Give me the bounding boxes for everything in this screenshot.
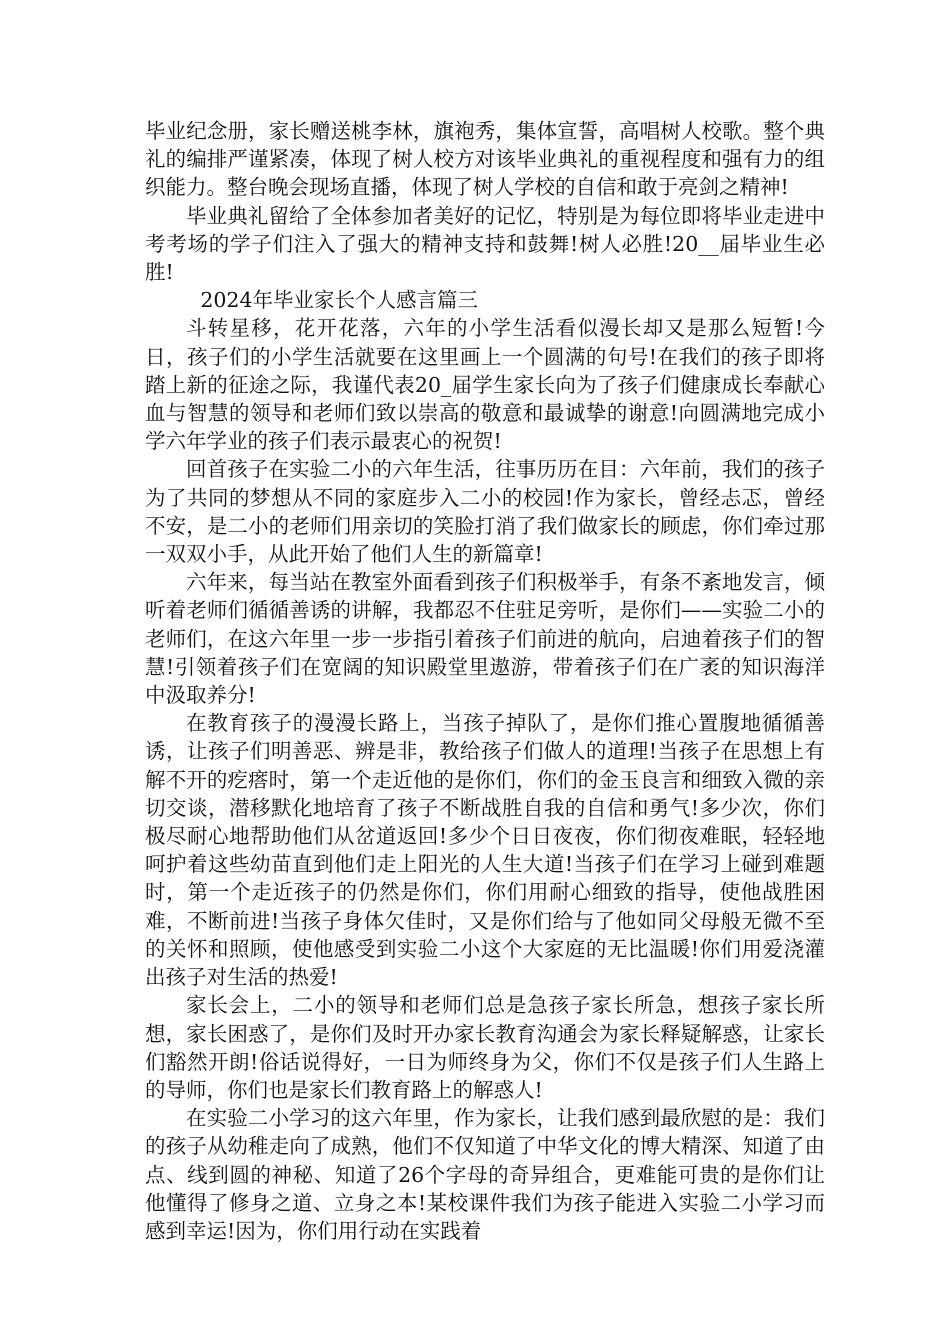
section-heading: 2024年毕业家长个人感言篇三 — [200, 288, 479, 313]
paragraph-parent-meeting: 家长会上，二小的领导和老师们总是急孩子家长所急，想孩子家长所想，家长困惑了，是你们及时开办家长教育沟通会为家长释疑解惑，让家长们豁然开朗!俗话说得好，一日为师终身为父，你们不仅是孩子们人生路上的导师，你们也是家长们教育路上的解惑人! — [145, 993, 825, 1102]
paragraph-six-years: 六年来，每当站在教室外面看到孩子们积极举手，有条不紊地发言，倾听着老师们循循善诱的讲解，我都忍不住驻足旁听，是你们——实验二小的老师们，在这六年里一步一步指引着孩子们前进的航向，启迪着孩子们的智慧!引领着孩子们在宽阔的知识殿堂里遨游，带着孩子们在广袤的知识海洋中汲取养分! — [145, 570, 825, 708]
paragraph-education-road: 在教育孩子的漫漫长路上，当孩子掉队了，是你们推心置腹地循循善诱，让孩子们明善恶、辨是非，教给孩子们做人的道理!当孩子在思想上有解不开的疙瘩时，第一个走近他的是你们，你们的金玉良言和细致入微的亲切交谈，潜移默化地培育了孩子不断战胜自我的自信和勇气!多少次，你们极尽耐心地帮助他们从岔道返回!多少个日日夜夜，你们彻夜难眠，轻轻地呵护着这些幼苗直到他们走上阳光的人生大道!当孩子们在学习上碰到难题时，第一个走近孩子的仍然是你们，你们用耐心细致的指导，使他战胜困难，不断前进!当孩子身体欠佳时，又是你们给与了他如同父母般无微不至的关怀和照顾，使他感受到实验二小这个大家庭的无比温暖!你们用爱浇灌出孩子对生活的热爱! — [145, 711, 825, 990]
paragraph-ceremony-memory: 毕业典礼留给了全体参加者美好的记忆，特别是为每位即将毕业走进中考考场的学子们注入了强大的精神支持和鼓舞!树人必胜!20__届毕业生必胜! — [145, 203, 825, 285]
paragraph-intro: 斗转星移，花开花落，六年的小学生活看似漫长却又是那么短暂!今日，孩子们的小学生活就要在这里画上一个圆满的句号!在我们的孩子即将踏上新的征途之际，我谨代表20_届学生家长向为了孩子们健康成长奉献心血与智慧的领导和老师们致以崇高的敬意和最诚挚的谢意!向圆满地完成小学六年学业的孩子们表示最衷心的祝贺! — [145, 316, 825, 454]
document-page — [145, 117, 825, 1245]
paragraph-gratitude: 在实验二小学习的这六年里，作为家长，让我们感到最欣慰的是：我们的孩子从幼稚走向了成熟，他们不仅知道了中华文化的博大精深、知道了由点、线到圆的神秘、知道了26个字母的奇异组合，更难能可贵的是你们让他懂得了修身之道、立身之本!某校课件我们为孩子能进入实验二小学习而感到幸运!因为，你们用行动在实践着 — [145, 1106, 825, 1243]
paragraph-continuation: 毕业纪念册，家长赠送桃李林，旗袍秀，集体宣誓，高唱树人校歌。整个典礼的编排严谨紧凑，体现了树人校方对该毕业典礼的重视程度和强有力的组织能力。整台晚会现场直播，体现了树人学校的自信和敢于亮剑之精神! — [145, 119, 825, 200]
paragraph-recollection: 回首孩子在实验二小的六年生活，往事历历在目：六年前，我们的孩子为了共同的梦想从不同的家庭步入二小的校园!作为家长，曾经忐忑，曾经不安，是二小的老师们用亲切的笑脸打消了我们做家长的顾虑，你们牵过那一双双小手，从此开始了他们人生的新篇章! — [145, 457, 825, 567]
